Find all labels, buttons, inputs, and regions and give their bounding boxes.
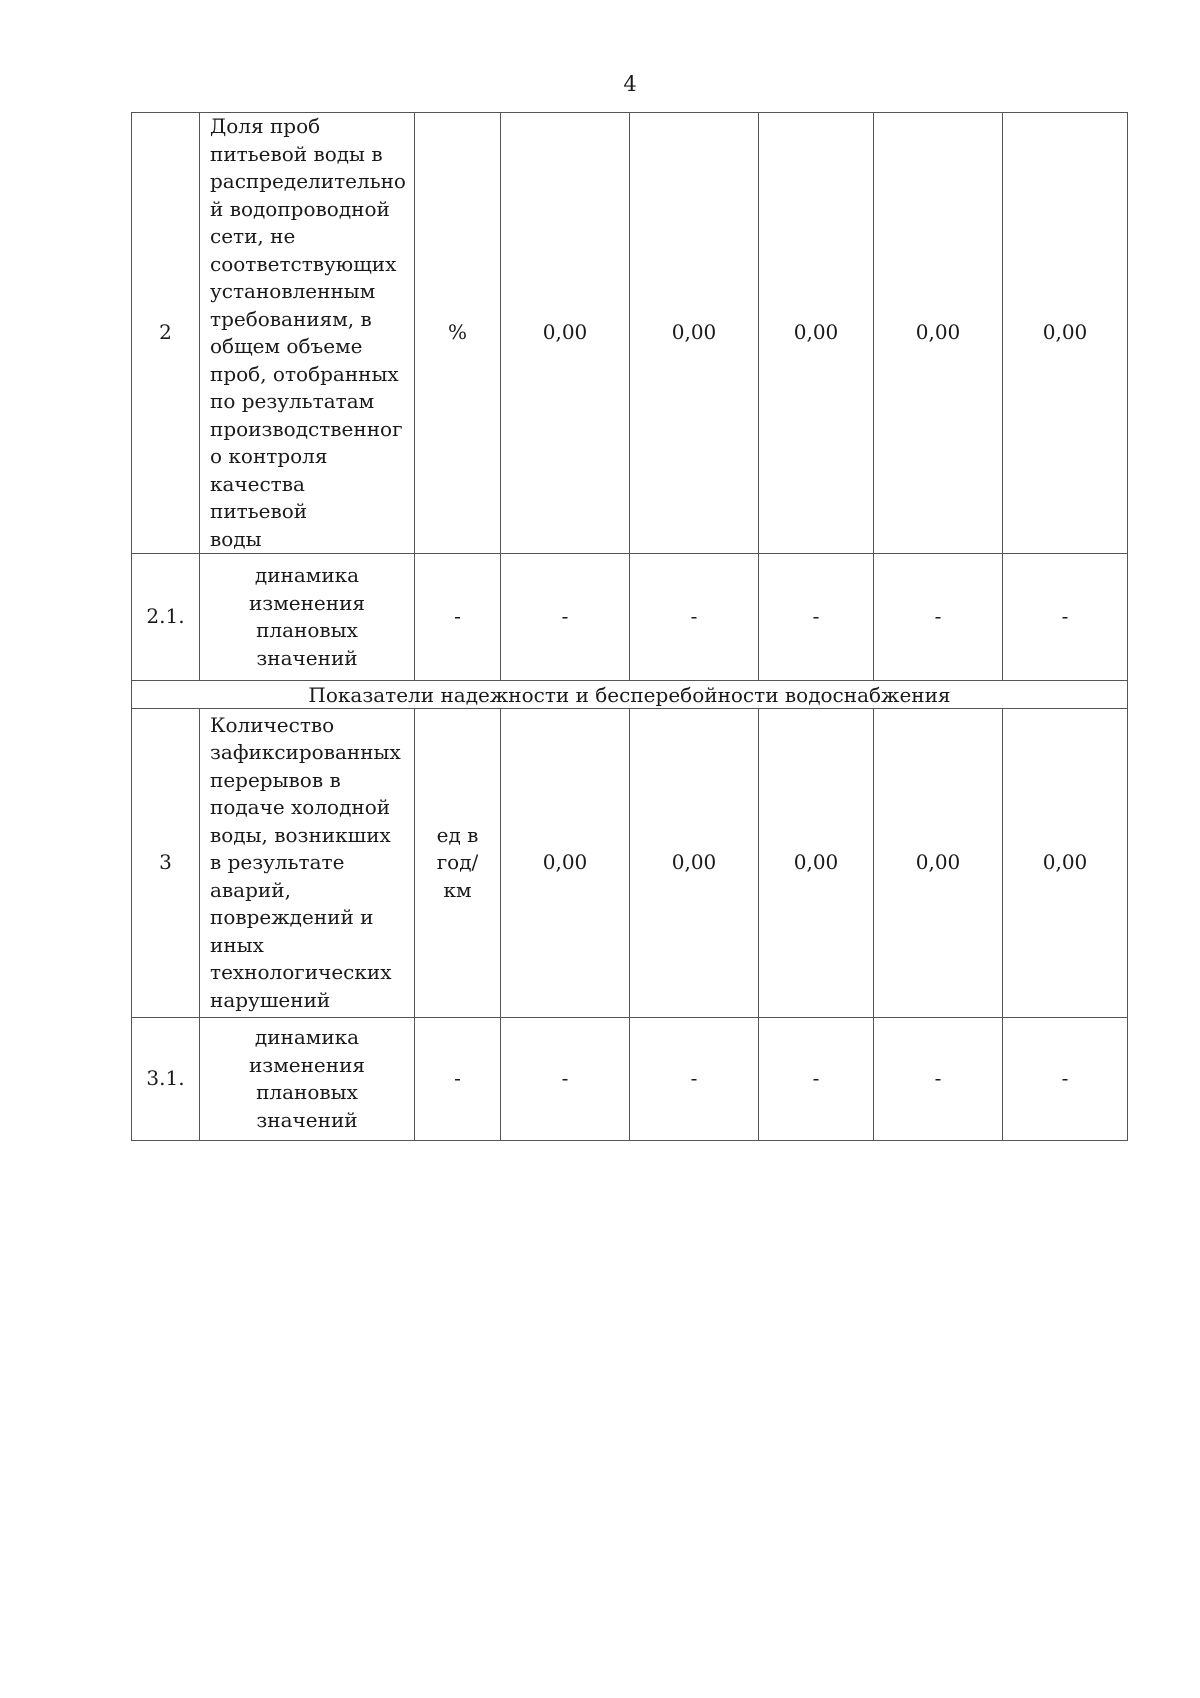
value-cell: - — [759, 1018, 874, 1141]
value-cell: 0,00 — [1003, 709, 1128, 1018]
indicator-name: Количество зафиксированных перерывов в подаче холодной воды, возникших в результате аварий, повреждений и иных технологических нарушений — [200, 709, 415, 1018]
table-row — [132, 113, 1128, 554]
row-number: 3 — [132, 709, 200, 1018]
value-cell: 0,00 — [874, 113, 1003, 554]
indicator-name: Доля проб питьевой воды в распределительно й водопроводной сети, не соответствующих установленным требованиям, в общем объеме проб, отобранных по результатам производственног о контроля качества питьевой воды — [200, 113, 415, 554]
unit-cell: - — [415, 554, 501, 681]
value-cell: 0,00 — [759, 113, 874, 554]
table-row — [132, 709, 1128, 1018]
value-cell: - — [874, 1018, 1003, 1141]
table-row — [132, 554, 1128, 681]
row-number: 2 — [132, 113, 200, 554]
value-cell: - — [874, 554, 1003, 681]
value-cell: 0,00 — [630, 709, 759, 1018]
row-number: 2.1. — [132, 554, 200, 681]
value-cell: - — [501, 554, 630, 681]
value-cell: 0,00 — [501, 709, 630, 1018]
value-cell: 0,00 — [874, 709, 1003, 1018]
section-row — [132, 681, 1128, 709]
value-cell: - — [501, 1018, 630, 1141]
value-cell: 0,00 — [501, 113, 630, 554]
value-cell: 0,00 — [1003, 113, 1128, 554]
indicator-name: динамика изменения плановых значений — [200, 1018, 415, 1141]
value-cell: 0,00 — [630, 113, 759, 554]
unit-cell: % — [415, 113, 501, 554]
value-cell: - — [630, 1018, 759, 1141]
value-cell: - — [1003, 1018, 1128, 1141]
value-cell: - — [630, 554, 759, 681]
section-title: Показатели надежности и бесперебойности водоснабжения — [132, 681, 1128, 709]
unit-cell: ед в год/ км — [415, 709, 501, 1018]
row-number: 3.1. — [132, 1018, 200, 1141]
indicators-table — [131, 112, 1128, 1141]
value-cell: 0,00 — [759, 709, 874, 1018]
indicator-name: динамика изменения плановых значений — [200, 554, 415, 681]
unit-cell: - — [415, 1018, 501, 1141]
table-row — [132, 1018, 1128, 1141]
page-number: 4 — [623, 72, 637, 96]
value-cell: - — [1003, 554, 1128, 681]
value-cell: - — [759, 554, 874, 681]
